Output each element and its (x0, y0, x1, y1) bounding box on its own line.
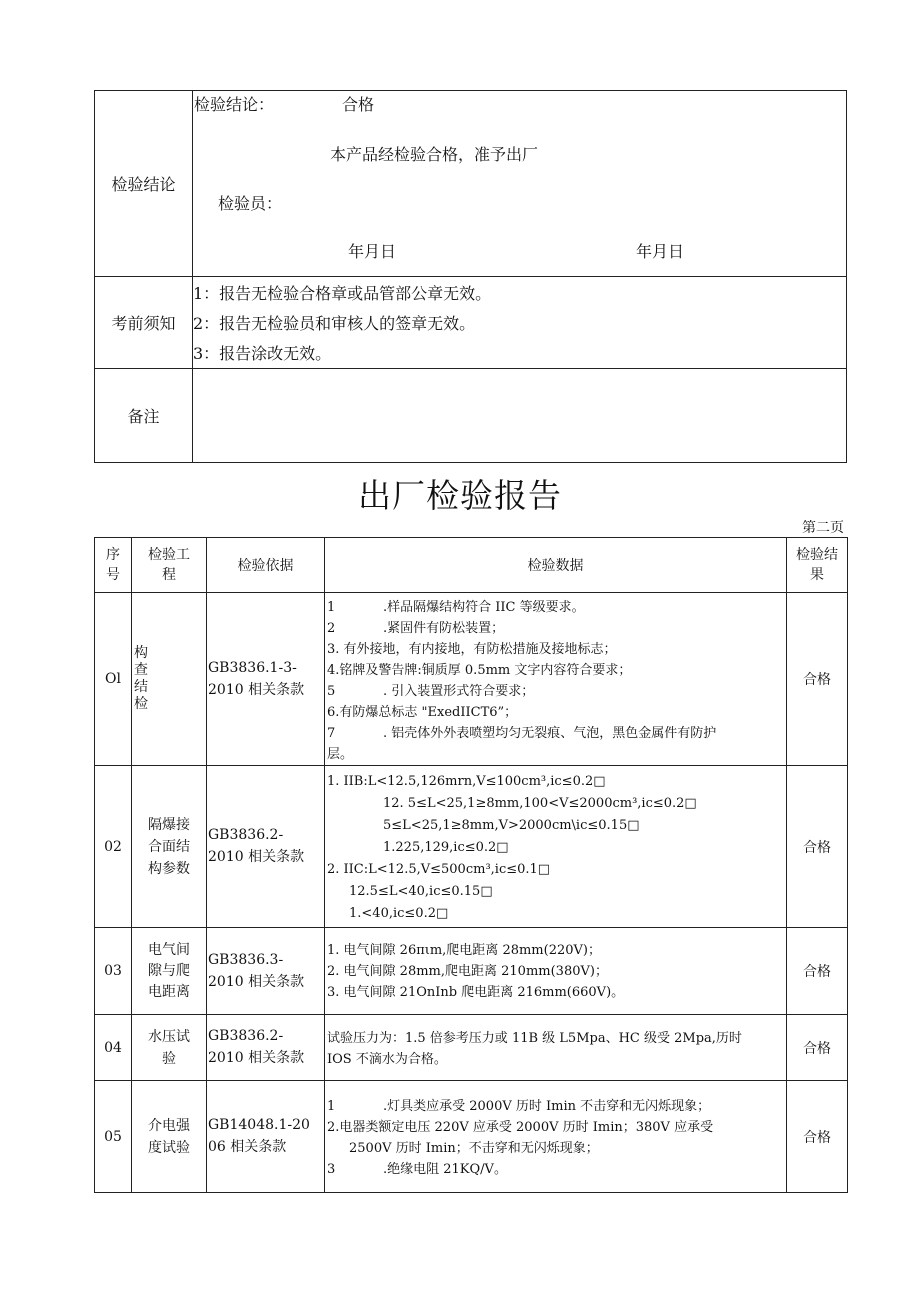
row-no: 04 (104, 1039, 122, 1056)
header-result-line: 果 (810, 567, 824, 583)
row-data (327, 597, 785, 765)
row-basis (208, 824, 304, 868)
row-data (327, 1028, 785, 1070)
data-line: 1.225,129,ic≤0.2□ (383, 840, 509, 855)
row-basis-line: GB3836.2- (208, 827, 284, 843)
row-item-line: 隔爆接 (148, 816, 190, 833)
data-line-text: .紧固件有防松装置； (383, 621, 505, 636)
row-basis-line: 06 相关条款 (208, 1139, 287, 1155)
data-line: 2. 电气间隙 28mm,爬电距离 210mm(380V)； (327, 964, 608, 979)
row-no: 02 (104, 838, 122, 855)
header-result-line: 检验结 (796, 547, 838, 563)
row-no: 03 (104, 963, 122, 979)
row-item (132, 766, 206, 927)
data-line (327, 681, 785, 702)
row-no: Ol (105, 671, 121, 687)
data-line-num: 2 (327, 621, 336, 636)
row-item (134, 645, 148, 713)
row-basis-line: GB3836.1-3- (208, 660, 297, 676)
row-result: 合格 (803, 672, 831, 688)
row-basis (208, 1025, 304, 1069)
date-right: 年月日 (636, 242, 685, 261)
conclusion-value: 合格 (342, 95, 375, 114)
data-line-num: 5 (327, 684, 336, 699)
row-basis-line: GB3836.2- (208, 1028, 284, 1044)
data-line-text: .灯具类应承受 2000V 历时 Imin 不击穿和无闪烁现象； (383, 1099, 711, 1114)
row-item (132, 1015, 206, 1080)
data-line: 1. 电气间隙 26πιm,爬电距离 28mm(220V)； (327, 943, 601, 958)
row-item-line: 电距离 (148, 983, 190, 1000)
row-data (327, 771, 785, 925)
data-line: 12. 5≤L<25,1≥8mm,100<V≤2000cm³,ic≤0.2□ (383, 796, 697, 811)
row-basis-line: 2010 相关条款 (208, 974, 305, 990)
report-title: 出厂检验报告 (358, 476, 562, 515)
header-no-line: 序 (106, 547, 120, 563)
row-item-line: 度试验 (148, 1139, 190, 1156)
data-line: 试验压力为：1.5 倍参考压力或 11B 级 L5Mpa、HC 级受 2Mpa,历时 (327, 1031, 742, 1046)
header-basis: 检验依据 (237, 558, 294, 574)
data-line-text: 3. 有外接地，有内接地，有防松措施及接地标志； (327, 642, 617, 657)
row-no: 05 (104, 1128, 122, 1145)
header-item-line: 检验工 (148, 547, 190, 563)
row-item-line: 构 (134, 645, 148, 661)
row-basis (208, 1114, 310, 1158)
header-item-line: 程 (162, 567, 176, 583)
row-basis-line: GB14048.1-20 (208, 1117, 310, 1133)
row-item-line: 构参数 (148, 860, 190, 877)
data-line-text: 2500V 历时 Imin；不击穿和无闪烁现象； (349, 1141, 599, 1156)
row-item-line: 介电强 (148, 1117, 190, 1134)
row-basis-line: GB3836.3- (208, 952, 284, 968)
data-line (327, 744, 785, 765)
data-line-text: 6.有防爆总标志 "ExedIICT6”； (327, 705, 518, 720)
page-label: 第二页 (802, 520, 844, 536)
data-line (327, 618, 785, 639)
data-line (327, 1138, 785, 1159)
data-line: 1. IIB:L<12.5,126mrn,V≤100cm³,ic≤0.2□ (327, 774, 606, 789)
row-item-line: 合面结 (148, 838, 190, 855)
notice-item: 2：报告无检验员和审核人的签章无效。 (193, 314, 476, 333)
row-data (327, 940, 785, 1003)
row-data (327, 1096, 785, 1180)
row-result: 合格 (803, 1040, 831, 1057)
data-line (327, 597, 785, 618)
inspector-label: 检验员： (218, 194, 283, 213)
row-basis-line: 2010 相关条款 (208, 1050, 305, 1066)
row-result: 合格 (803, 839, 831, 856)
header-item (132, 538, 206, 592)
data-line-text: . 铝壳体外外表喷塑均匀无裂痕、气泡，黑色金属件有防护 (383, 726, 717, 741)
data-line-num: 3 (327, 1162, 336, 1177)
data-line-num: 1 (327, 1099, 336, 1114)
data-line (327, 1117, 785, 1138)
data-line-num: 1 (327, 600, 336, 615)
row-item-line: 隙与爬 (148, 962, 190, 979)
data-line-text: 2.电器类额定电压 220V 应承受 2000V 历时 Imin；380V 应承受 (327, 1120, 714, 1135)
data-line: IOS 不滴水为合格。 (327, 1052, 447, 1067)
date-left: 年月日 (348, 242, 397, 261)
data-line (327, 1096, 785, 1117)
data-line: 1.<40,ic≤0.2□ (349, 906, 449, 921)
data-line (327, 660, 785, 681)
data-line-text: . 引入装置形式符合要求； (383, 684, 535, 699)
remarks-label: 备注 (127, 407, 160, 426)
data-line-text: 4.铭牌及警告牌:铜质厚 0.5mm 文字内容符合要求； (327, 663, 632, 678)
data-line: 12.5≤L<40,ic≤0.15□ (349, 884, 493, 899)
header-no (95, 538, 131, 592)
data-line-text: .样品隔爆结构符合 IIC 等级要求。 (383, 600, 585, 615)
conclusion-statement: 本产品经检验合格，准予出厂 (330, 145, 539, 164)
data-line (327, 702, 785, 723)
data-line (327, 1159, 785, 1180)
row-result: 合格 (803, 964, 831, 980)
conclusion-label: 检验结论 (111, 175, 176, 194)
row-basis (208, 949, 304, 993)
data-line-text: 层。 (327, 747, 354, 762)
row-item (132, 928, 206, 1014)
header-result (787, 538, 847, 592)
notice-item: 1：报告无检验合格章或品管部公章无效。 (193, 284, 492, 303)
row-item-line: 检 (134, 696, 148, 712)
data-line-num: 7 (327, 726, 336, 741)
row-basis-line: 2010 相关条款 (208, 682, 305, 698)
data-line: 5≤L<25,1≥8mm,V>2000cm\ic≤0.15□ (383, 818, 640, 833)
notice-label: 考前须知 (111, 314, 176, 333)
header-data: 检验数据 (527, 558, 584, 574)
row-item-line: 电气间 (148, 941, 190, 958)
row-basis (208, 657, 304, 701)
data-line: 3. 电气间隙 21OnInb 爬电距离 216mm(660V)。 (327, 985, 625, 1000)
data-line (327, 723, 785, 744)
conclusion-line-label: 检验结论： (194, 95, 275, 114)
row-item-line: 结 (134, 679, 148, 695)
row-item-line: 验 (162, 1050, 176, 1067)
header-no-line: 号 (106, 567, 120, 583)
data-line-text: .绝缘电阻 21KQ/V。 (383, 1162, 507, 1177)
row-item (132, 1081, 206, 1192)
row-basis-line: 2010 相关条款 (208, 849, 305, 865)
data-line (327, 639, 785, 660)
row-item-line: 水压试 (148, 1028, 190, 1045)
data-line: 2. IIC:L<12.5,V≤500cm³,ic≤0.1□ (327, 862, 551, 877)
row-item-line: 查 (134, 662, 148, 678)
notice-item: 3：报告涂改无效。 (193, 344, 332, 363)
row-result: 合格 (803, 1129, 831, 1146)
